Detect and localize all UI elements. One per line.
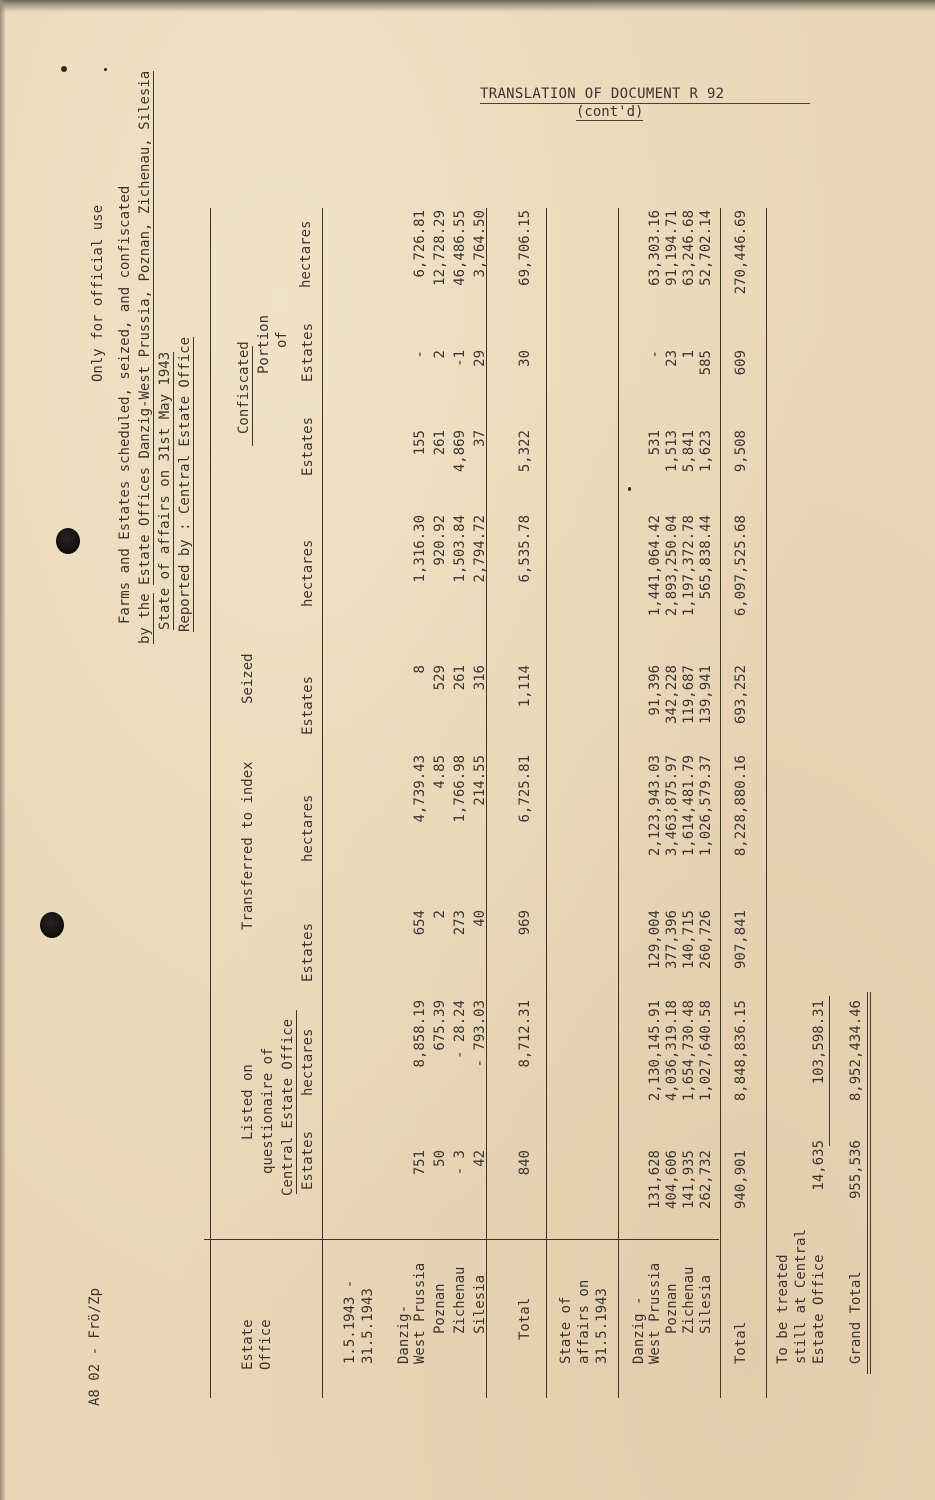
cell-conf-ha: 63,246.68 — [681, 210, 697, 286]
total-conf-ha: 69,706.15 — [517, 210, 533, 286]
total-seized-ha: 6,535.78 — [517, 515, 533, 583]
total-trans-est: 907,841 — [733, 910, 749, 970]
cell-seized-est: 8 — [412, 665, 428, 674]
cell-seized-ha: 2,893,250.04 — [664, 515, 680, 617]
cell-seized-ha: 920.92 — [432, 515, 448, 566]
cell-listed-ha: - 793.03 — [472, 1000, 488, 1068]
cell-listed-ha: - 28.24 — [452, 1000, 468, 1060]
title-line-3: State of affairs on 31st May 1943 — [157, 351, 173, 630]
row-office: Zichenau — [452, 1266, 468, 1334]
grand-total-hectares: 8,952,434.46 — [848, 1000, 864, 1102]
cell-seized-ha: 1,316.30 — [412, 515, 428, 583]
period-label-l2: 31.5.1943 — [360, 1288, 376, 1364]
row-office: West Prussia — [647, 1262, 663, 1364]
translation-title: TRANSLATION OF DOCUMENT R 92 — [480, 86, 810, 104]
cell-listed-ha: 1,654,730.48 — [681, 1000, 697, 1102]
state-label-l2: affairs on — [576, 1279, 592, 1364]
cell-trans-est: 129,004 — [647, 910, 663, 970]
official-use-stamp: Only for official use — [90, 204, 106, 382]
col-transferred: Transferred to index — [240, 761, 256, 930]
cell-trans-ha: 214.55 — [472, 755, 488, 806]
cell-seized-est: 91,396 — [647, 665, 663, 716]
cell-seized-est: 139,941 — [698, 665, 714, 725]
state-total-label: Total — [733, 1321, 749, 1364]
listed-underline — [296, 1010, 297, 1194]
cell-trans-ha: 1,614,481.79 — [681, 755, 697, 857]
pending-underline — [829, 996, 830, 1146]
cell-trans-est: 260,726 — [698, 910, 714, 970]
cell-conf-ha: 6,726.81 — [412, 210, 428, 278]
state-rule — [618, 208, 619, 1398]
pending-hectares: 103,598.31 — [811, 1000, 827, 1085]
cell-trans-est: 140,715 — [681, 910, 697, 970]
col-portion-l2: of — [274, 331, 290, 348]
col-trans-hectares: hectares — [300, 794, 316, 862]
col-seized-hectares: hectares — [300, 539, 316, 607]
cell-listed-est: 262,732 — [698, 1150, 714, 1210]
cell-listed-est: 42 — [472, 1150, 488, 1167]
header-bottom-rule — [322, 208, 323, 1398]
total-conf-est: 9,508 — [733, 430, 749, 473]
col-seized-estates: Estates — [300, 675, 316, 735]
total-conf-ha: 270,446.69 — [733, 210, 749, 295]
cell-listed-est: 131,628 — [647, 1150, 663, 1210]
cell-portion-est: 23 — [664, 350, 680, 367]
cell-listed-est: - 3 — [452, 1150, 468, 1176]
cell-trans-ha: 4.85 — [432, 755, 448, 789]
cell-seized-ha: 1,441,064.42 — [647, 515, 663, 617]
period-label-l1: 1.5.1943 - — [342, 1279, 358, 1364]
cell-conf-est: 531 — [647, 430, 663, 456]
cell-trans-ha: 1,766.98 — [452, 755, 468, 823]
cell-listed-est: 404,606 — [664, 1150, 680, 1210]
total-portion-est: 609 — [733, 350, 749, 376]
cell-listed-ha: 2,130,145.91 — [647, 1000, 663, 1102]
pending-label-l3: Estate Office — [811, 1254, 827, 1364]
cell-conf-est: 37 — [472, 430, 488, 447]
cell-seized-est: 529 — [432, 665, 448, 691]
cell-conf-est: 1,623 — [698, 430, 714, 473]
total-trans-ha: 8,228,880.16 — [733, 755, 749, 857]
cell-seized-ha: 2,794.72 — [472, 515, 488, 583]
period-rule — [486, 208, 487, 1398]
cell-conf-est: 261 — [432, 430, 448, 456]
state-label-l1: State of — [558, 1296, 574, 1364]
header-rule — [210, 208, 211, 1398]
cell-trans-est: 377,396 — [664, 910, 680, 970]
col-listed-estates: Estates — [300, 1130, 316, 1190]
cell-trans-est: 40 — [472, 910, 488, 927]
cell-listed-est: 141,935 — [681, 1150, 697, 1210]
cell-portion-est: 29 — [472, 350, 488, 367]
title-line-1: Farms and Estates scheduled, seized, and confiscated — [117, 185, 133, 624]
total-listed-ha: 8,712.31 — [517, 1000, 533, 1068]
cell-conf-ha: 63,303.16 — [647, 210, 663, 286]
cell-listed-ha: 675.39 — [432, 1000, 448, 1051]
continued-label: (cont'd) — [576, 104, 644, 120]
cell-listed-est: 50 — [432, 1150, 448, 1167]
grand-total-label: Grand Total — [848, 1271, 864, 1364]
cell-trans-ha: 3,463,875.97 — [664, 755, 680, 857]
pending-estates: 14,635 — [811, 1140, 827, 1191]
total-conf-est: 5,322 — [517, 430, 533, 473]
cell-seized-est: 261 — [452, 665, 468, 691]
cell-seized-ha: 1,503.84 — [452, 515, 468, 583]
confiscated-underline — [252, 346, 253, 446]
col-listed-l2: questionaire of — [260, 1047, 276, 1174]
state-label-l3: 31.5.1943 — [594, 1288, 610, 1364]
cell-conf-ha: 91,194.71 — [664, 210, 680, 286]
cell-trans-est: 654 — [412, 910, 428, 936]
cell-portion-est: 585 — [698, 350, 714, 376]
cell-portion-est: - — [647, 350, 663, 359]
total-listed-ha: 8,848,836.15 — [733, 1000, 749, 1102]
cell-portion-est: 2 — [432, 350, 448, 359]
col-office-l2: Office — [258, 1319, 274, 1370]
column-rule — [204, 1239, 719, 1240]
total-seized-ha: 6,097,525.68 — [733, 515, 749, 617]
cell-conf-ha: 52,702.14 — [698, 210, 714, 286]
row-office: Poznan — [664, 1283, 680, 1334]
total-trans-est: 969 — [517, 910, 533, 936]
col-listed-l3: Central Estate Office — [280, 1018, 296, 1196]
row-office-l1: Danzig - — [631, 1296, 647, 1364]
cell-seized-est: 342,228 — [664, 665, 680, 725]
cell-portion-est: - — [412, 350, 428, 359]
col-seized: Seized — [240, 653, 256, 704]
grand-total-estates: 955,536 — [848, 1140, 864, 1200]
state-total-rule — [766, 208, 767, 1398]
cell-seized-ha: 1,197,372.78 — [681, 515, 697, 617]
period-total-rule — [546, 208, 547, 1398]
row-office: West Prussia — [412, 1262, 428, 1364]
cell-conf-ha: 12,728.29 — [432, 210, 448, 286]
total-listed-est: 940,901 — [733, 1150, 749, 1210]
row-office: Silesia — [698, 1274, 714, 1334]
cell-seized-est: 316 — [472, 665, 488, 691]
title-offices: Estate Offices Danzig-West Prussia, Poznan, Zichenau, Silesia — [137, 70, 153, 585]
cell-portion-est: -1 — [452, 350, 468, 367]
col-conf-hectares: hectares — [298, 220, 314, 288]
pending-label-l1: To be treated — [775, 1254, 791, 1364]
col-conf-estates: Estates — [300, 416, 316, 476]
row-office: Silesia — [472, 1274, 488, 1334]
cell-listed-ha: 4,036,319.18 — [664, 1000, 680, 1102]
period-total-label: Total — [517, 1297, 533, 1340]
cell-conf-est: 4,869 — [452, 430, 468, 473]
title-line-2: by the Estate Offices Danzig-West Prussia, Poznan, Zichenau, Silesia — [137, 70, 153, 644]
col-portion-estates: Estates — [300, 322, 316, 382]
col-listed-hectares: hectares — [300, 1028, 316, 1096]
cell-conf-est: 5,841 — [681, 430, 697, 473]
cell-trans-ha: 4,739.43 — [412, 755, 428, 823]
cell-seized-ha: 565,838.44 — [698, 515, 714, 600]
cell-trans-est: 2 — [432, 910, 448, 919]
cell-conf-est: 155 — [412, 430, 428, 456]
col-trans-estates: Estates — [300, 922, 316, 982]
cell-portion-est: 1 — [681, 350, 697, 359]
col-portion-l1: Portion — [256, 314, 272, 374]
total-seized-est: 693,252 — [733, 665, 749, 725]
grand-total-double-rule — [867, 992, 871, 1374]
title-line-4: Reported by : Central Estate Office — [177, 336, 193, 632]
col-listed-l1: Listed on — [240, 1064, 256, 1140]
row-office: Poznan — [432, 1283, 448, 1334]
row-office: Zichenau — [681, 1266, 697, 1334]
row-office-l1: Danzig- — [396, 1304, 412, 1364]
total-seized-est: 1,114 — [517, 665, 533, 708]
cell-listed-ha: 1,027,640.58 — [698, 1000, 714, 1102]
cell-seized-est: 119,687 — [681, 665, 697, 725]
document-reference: A8 02 - Frö/Zp — [87, 1287, 103, 1406]
state-rows-rule — [720, 208, 721, 1398]
total-portion-est: 30 — [517, 350, 533, 367]
cell-listed-est: 751 — [412, 1150, 428, 1176]
cell-conf-est: 1,513 — [664, 430, 680, 473]
cell-trans-est: 273 — [452, 910, 468, 936]
col-office-l1: Estate — [240, 1319, 256, 1370]
cell-conf-ha: 46,486.55 — [452, 210, 468, 286]
total-trans-ha: 6,725.81 — [517, 755, 533, 823]
cell-trans-ha: 2,123,943.03 — [647, 755, 663, 857]
cell-listed-ha: 8,858.19 — [412, 1000, 428, 1068]
cell-conf-ha: 3,764.50 — [472, 210, 488, 278]
pending-label-l2: still at Central — [793, 1229, 809, 1364]
col-confiscated: Confiscated — [236, 341, 252, 434]
total-listed-est: 840 — [517, 1150, 533, 1176]
cell-trans-ha: 1,026,579.37 — [698, 755, 714, 857]
